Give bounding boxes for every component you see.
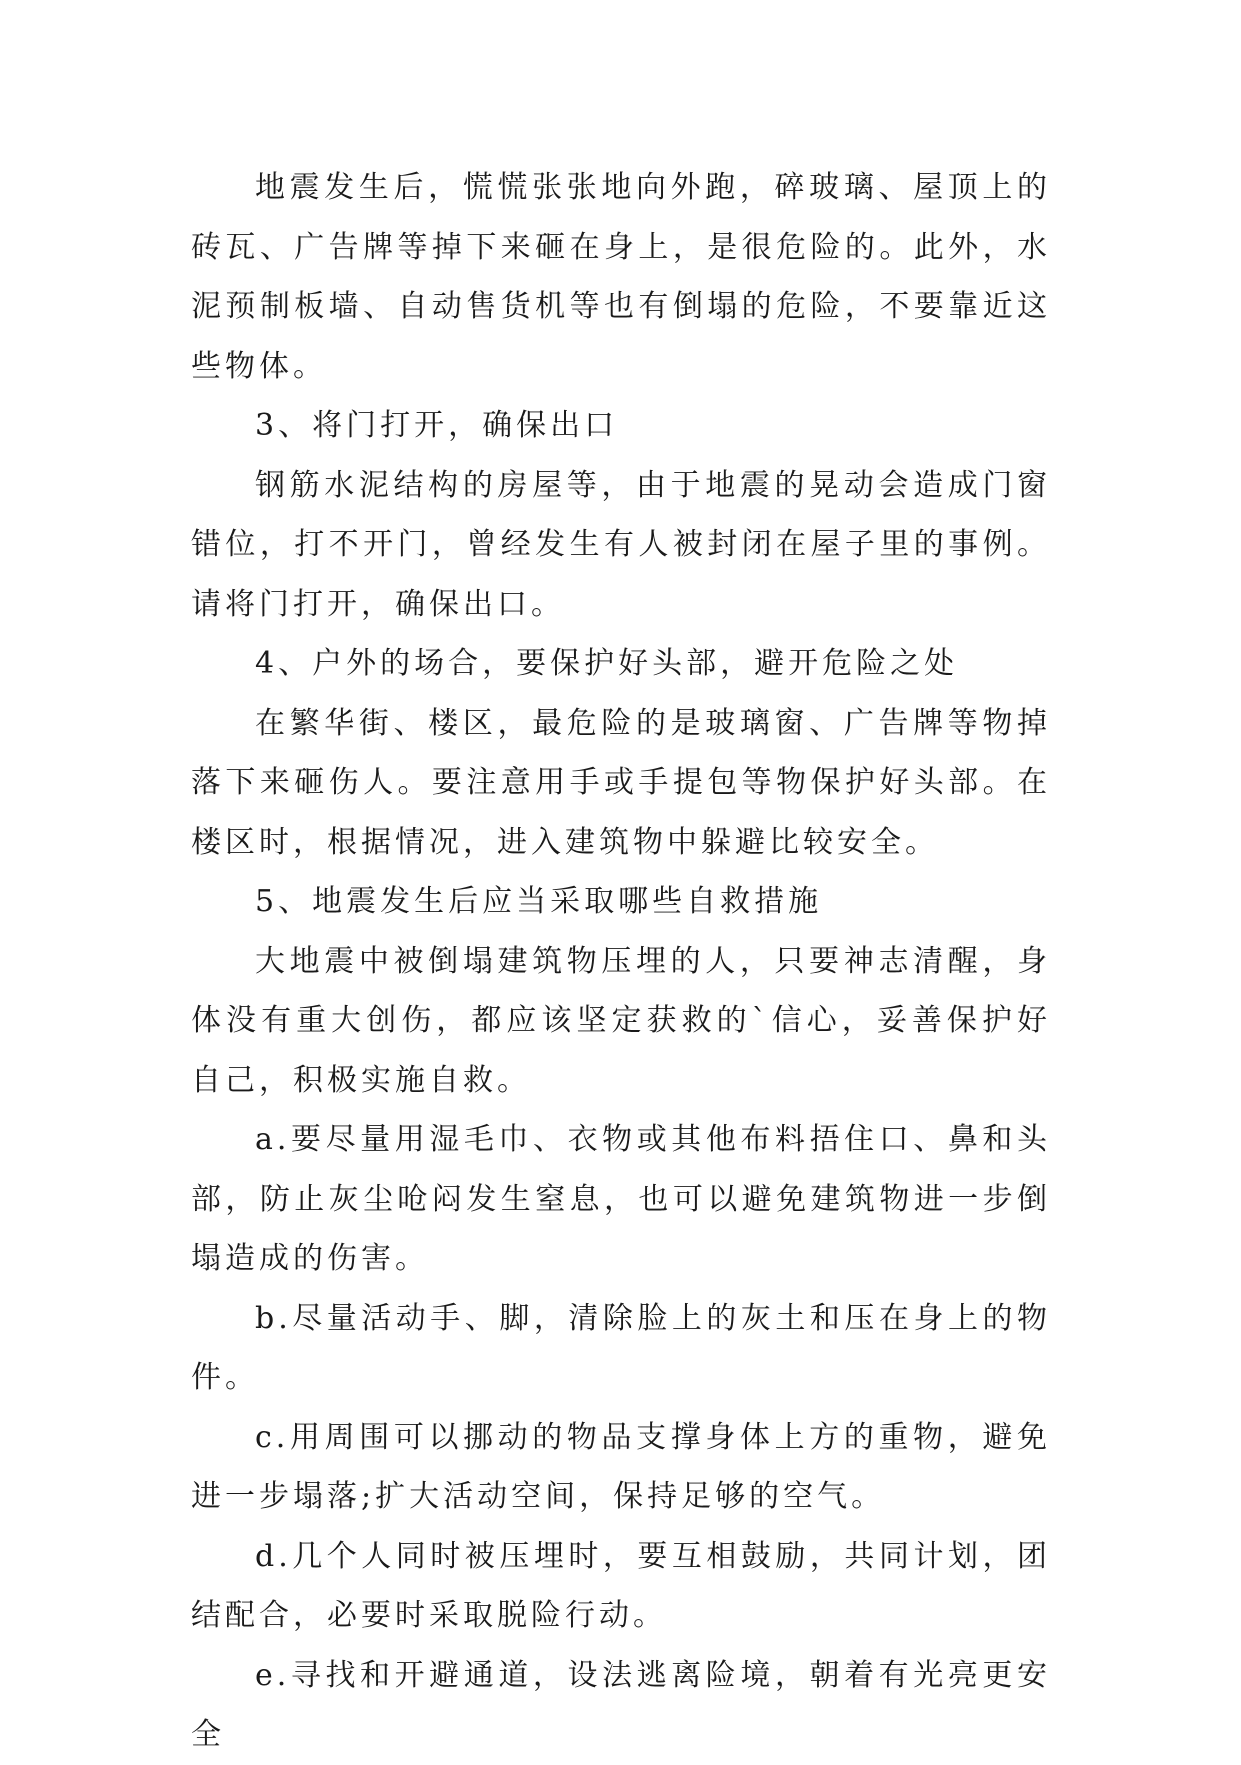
paragraph-outdoor-protect-head: 在繁华街、楼区，最危险的是玻璃窗、广告牌等物掉落下来砸伤人。要注意用手或手提包等物保护好头部。在楼区时，根据情况，进入建筑物中躲避比较安全。 (191, 705, 1051, 860)
heading-outdoor-protect-head: 4、户外的场合，要保护好头部，避开危险之处 (255, 646, 959, 681)
heading-open-door: 3、将门打开，确保出口 (255, 408, 619, 443)
paragraph-earthquake-running-danger: 地震发生后，慌慌张张地向外跑，碎玻璃、屋顶上的砖瓦、广告牌等掉下来砸在身上，是很危险的。此外，水泥预制板墙、自动售货机等也有倒塌的危险，不要靠近这些物体。 (191, 170, 1051, 384)
document-body (191, 158, 1051, 1765)
list-item-e: e.寻找和开避通道，设法逃离险境，朝着有光亮更安全 (191, 1657, 1051, 1752)
list-item-b: b.尽量活动手、脚，清除脸上的灰土和压在身上的物件。 (191, 1300, 1051, 1395)
heading-self-rescue-measures: 5、地震发生后应当采取哪些自救措施 (255, 884, 823, 919)
paragraph-open-door: 钢筋水泥结构的房屋等，由于地震的晃动会造成门窗错位，打不开门，曾经发生有人被封闭在屋子里的事例。请将门打开，确保出口。 (191, 467, 1051, 622)
list-item-a: a.要尽量用湿毛巾、衣物或其他布料捂住口、鼻和头部，防止灰尘呛闷发生窒息，也可以避免建筑物进一步倒塌造成的伤害。 (191, 1122, 1051, 1276)
list-item-d: d.几个人同时被压埋时，要互相鼓励，共同计划，团结配合，必要时采取脱险行动。 (191, 1538, 1051, 1633)
list-item-c: c.用周围可以挪动的物品支撑身体上方的重物，避免进一步塌落;扩大活动空间，保持足够的空气。 (191, 1419, 1051, 1514)
paragraph-self-rescue-intro: 大地震中被倒塌建筑物压埋的人，只要神志清醒，身体没有重大创伤，都应该坚定获救的`信心，妥善保护好自己，积极实施自救。 (191, 943, 1051, 1098)
